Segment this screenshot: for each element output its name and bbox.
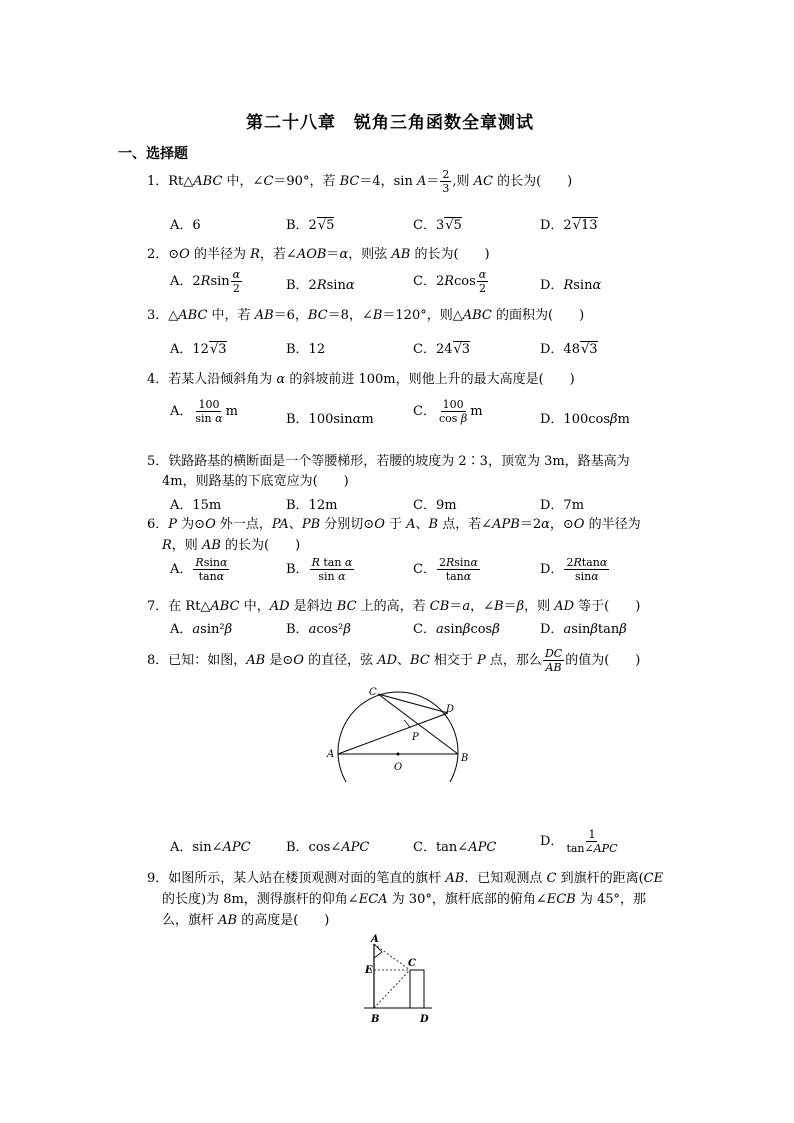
fig8-label-d: D — [446, 704, 455, 715]
q8-option-b: B．cos∠APC — [286, 840, 370, 855]
q1-option-b: B．2√5 — [286, 218, 335, 233]
q7-option-c: C．asinβcosβ — [413, 622, 500, 637]
q2-option-a: A．2Rsin $\frac{\alpha}{2}$ — [170, 268, 241, 295]
fig9-label-e: E — [365, 965, 373, 976]
fig8-label-o: O — [394, 762, 403, 773]
question-6-line2: R，则 AB 的长为( ) — [162, 538, 301, 553]
q2-option-c: C．2Rcos $\frac{\alpha}{2}$ — [413, 268, 487, 295]
q8-option-a: A．sin∠APC — [170, 840, 251, 855]
section-heading: 一、选择题 — [118, 146, 188, 162]
q3-option-d: D．48√3 — [540, 342, 598, 357]
q3-option-c: C．24√3 — [413, 342, 471, 357]
question-8: 8．已知：如图，AB 是⊙O 的直径，弦 AD、BC 相交于 P 点，那么 $\frac{DC}{AB}$ 的值为( ) — [147, 647, 641, 674]
question-9-line2: 的长度)为 8m，测得旗杆的仰角∠ECA 为 30°，旗杆底部的俯角∠ECB 为 45°，那 — [162, 892, 647, 907]
q8-option-c: C．tan∠APC — [413, 840, 497, 855]
fig9-label-d: D — [420, 1014, 429, 1025]
q8-option-d: D． $\frac{1}{\text{tan∠APC}}$ — [540, 828, 618, 855]
question-1: 1．Rt△ABC 中，∠C＝90°，若 BC＝4，sin A＝ $\frac{2}{3}$ ,则 AC 的长为( ) — [147, 168, 573, 195]
q5-option-b: B．12m — [286, 498, 338, 513]
q6-option-c: C． $\frac{2Rsin\alpha}{\tan\alpha}$ — [413, 556, 478, 583]
question-9: 9．如图所示，某人站在楼顶观测对面的笔直的旗杆 AB．已知观测点 C 到旗杆的距离(CE — [147, 871, 664, 886]
q3-option-a: A．12√3 — [170, 342, 227, 357]
q7-option-b: B．acos²β — [286, 622, 351, 637]
q6-option-d: D． $\frac{2Rtan\alpha}{\sin\alpha}$ — [540, 556, 608, 583]
question-6: 6．P 为⊙O 外一点，PA、PB 分别切⊙O 于 A、B 点，若∠APB＝2α，⊙O 的半径为 — [147, 517, 641, 532]
figure-8-circle-diagram — [322, 682, 472, 782]
fig8-label-a: A — [327, 749, 335, 760]
fig9-label-a: A — [371, 934, 379, 945]
fig9-label-b: B — [371, 1014, 380, 1025]
q3-option-b: B．12 — [286, 342, 326, 357]
q4-option-b: B．100sinαm — [286, 412, 374, 427]
fig9-label-c: C — [408, 958, 416, 969]
q5-option-c: C．9m — [413, 498, 457, 513]
question-4: 4．若某人沿倾斜角为 α 的斜坡前进 100m，则他上升的最大高度是( ) — [147, 372, 575, 387]
fig8-label-b: B — [461, 753, 469, 764]
q4-option-d: D．100cosβm — [540, 412, 630, 427]
fig8-label-p: P — [412, 732, 419, 743]
question-3: 3．△ABC 中，若 AB＝6，BC＝8，∠B＝120°，则△ABC 的面积为( ) — [147, 308, 585, 323]
q5-option-a: A．15m — [170, 498, 222, 513]
question-7: 7．在 Rt△ABC 中，AD 是斜边 BC 上的高，若 CB＝a，∠B＝β，则 AD 等于( ) — [147, 599, 641, 614]
question-2: 2．⊙O 的半径为 R，若∠AOB＝α，则弦 AB 的长为( ) — [147, 247, 490, 262]
q7-option-a: A．asin²β — [170, 622, 233, 637]
q6-option-a: A． $\frac{Rsin\alpha}{\tan\alpha}$ — [170, 556, 228, 583]
question-9-line3: 么，旗杆 AB 的高度是( ) — [162, 913, 330, 928]
q6-option-b: B． $\frac{\text{R tan α}}{\text{sin α}}$ — [286, 556, 353, 583]
q1-option-c: C．3√5 — [413, 218, 462, 233]
q4-option-c: C． $\frac{100}{\text{cos β}}$ m — [413, 398, 483, 425]
q1-option-a: A．6 — [170, 218, 201, 233]
q7-option-d: D．asinβtanβ — [540, 622, 627, 637]
q1-option-d: D．2√13 — [540, 218, 598, 233]
figure-9-flagpole-diagram — [354, 930, 444, 1030]
q2-option-b: B．2Rsinα — [286, 278, 355, 293]
page-title: 第二十八章 锐角三角函数全章测试 — [246, 113, 534, 133]
q5-option-d: D．7m — [540, 498, 585, 513]
question-5-line2: 4m，则路基的下底宽应为( ) — [162, 474, 349, 489]
question-5: 5．铁路路基的横断面是一个等腰梯形，若腰的坡度为 2∶3，顶宽为 3m，路基高为 — [147, 454, 630, 469]
fig8-label-c: C — [369, 687, 377, 698]
q4-option-a: A． $\frac{100}{\text{sin α}}$ m — [170, 398, 238, 425]
q2-option-d: D．Rsinα — [540, 278, 602, 293]
